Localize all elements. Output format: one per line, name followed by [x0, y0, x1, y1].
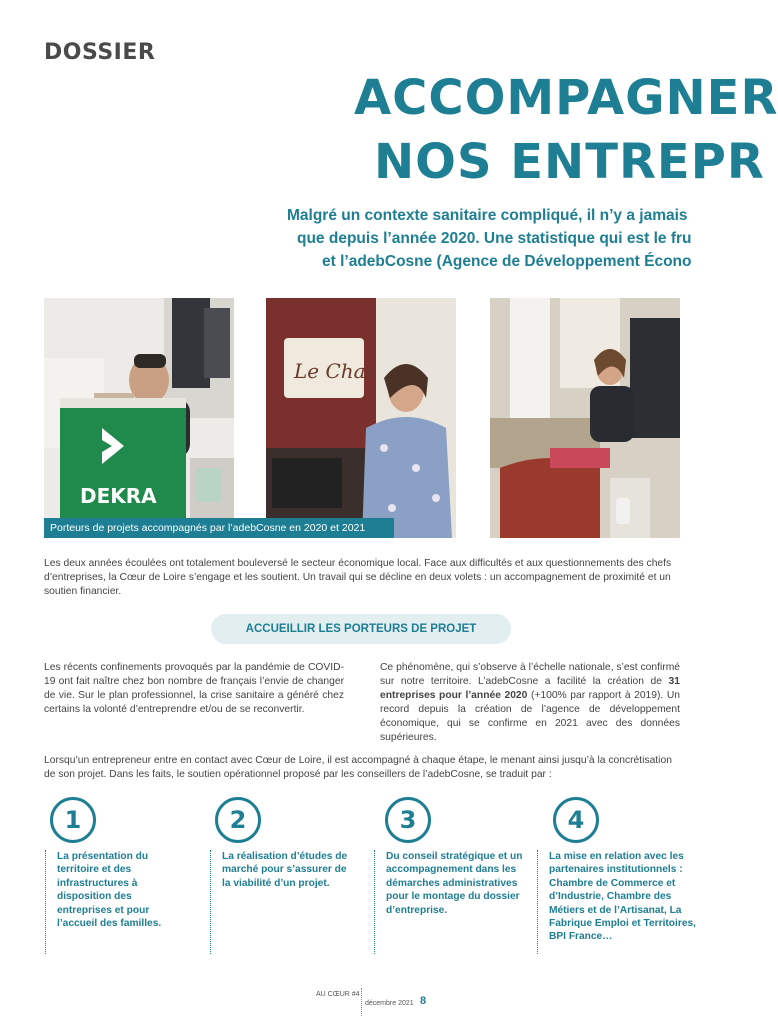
intro-paragraph: Les deux années écoulées ont totalement bouleversé le secteur économique local. Face aux difficultés et aux questionnements des chefs d’entreprises, la Cœur de Loire s’engage et les soutient. Un travail qui se décline en deux volets : un accompagnement de proximité et un soutien financier. — [44, 558, 672, 597]
le-chai-sign-text: Le Chai — [294, 359, 372, 383]
page-title-line-2: NOS ENTREPR — [374, 134, 765, 190]
photo-workshop — [490, 298, 680, 538]
section-label: DOSSIER — [44, 40, 156, 65]
col2-text-after: (+100% par rapport à 2019). Un record depuis la création de l’agence de développement économique, qui se confirme en 2021 avec des données supérieures. — [380, 690, 680, 743]
step-text-4: La mise en relation avec les partenaires institutionnels : Chambre de Commerce et d’Industrie, Chambre des Métiers et de l’Artisanat, La Fabrique Emploi et Territoires, BPI France… — [537, 850, 709, 954]
page-title-line-1: ACCOMPAGNER — [354, 70, 778, 126]
intro-line-2: que depuis l’année 2020. Une statistique qui est le fru — [297, 230, 692, 247]
process-intro-paragraph: Lorsqu’un entrepreneur entre en contact avec Cœur de Loire, il est accompagné à chaque étape, le menant ainsi jusqu’à la concrétisation de son projet. Dans les faits, le soutien opérationnel proposé par les conseillers de l’adebCosne, se traduit par : — [44, 755, 672, 780]
photo-wine-shop-image — [266, 298, 456, 538]
dekra-sign-text: DEKRA — [80, 484, 157, 508]
section-subheading: ACCUEILLIR LES PORTEURS DE PROJET — [211, 614, 511, 644]
intro-line-3: et l’adebCosne (Agence de Développement Écono — [322, 253, 692, 270]
photo-office-image — [44, 298, 234, 538]
step-number-2: 2 — [215, 797, 261, 843]
column-left-paragraph: Les récents confinements provoqués par la pandémie de COVID-19 ont fait naître chez bon nombre de français l’envie de changer de vie. Sur le plan professionnel, la crise sanitaire a généré chez certains la volonté d’entreprendre et/ou de se reconvertir. — [44, 662, 344, 715]
footer-magazine: AU CŒUR #4 — [316, 991, 360, 998]
step-text-1: La présentation du territoire et des infrastructures à disposition des entreprises et pour l’accueil des familles. — [45, 850, 177, 954]
column-right-paragraph — [380, 661, 680, 745]
col2-text-before: Ce phénomène, qui s’observe à l’échelle nationale, s’est confirmé sur notre territoire. L’adebCosne a facilité la création de — [380, 662, 680, 687]
intro-line-1: Malgré un contexte sanitaire compliqué, il n’y a jamais — [287, 207, 688, 224]
step-number-4: 4 — [553, 797, 599, 843]
photo-caption: Porteurs de projets accompagnés par l’adebCosne en 2020 et 2021 — [44, 518, 394, 538]
footer-date: décembre 2021 — [365, 1000, 414, 1007]
step-text-2: La réalisation d’études de marché pour s’assurer de la viabilité d’un projet. — [210, 850, 352, 954]
step-number-3: 3 — [385, 797, 431, 843]
col2-highlight: 31 entreprises pour l’année 2020 — [380, 676, 680, 701]
step-number-1: 1 — [50, 797, 96, 843]
photo-office — [44, 298, 234, 538]
step-text-3: Du conseil stratégique et un accompagnement dans les démarches administratives pour le montage du dossier d’entreprise. — [374, 850, 526, 954]
photo-workshop-image — [490, 298, 680, 538]
footer-page-number: 8 — [420, 995, 427, 1007]
photo-wine-shop — [266, 298, 456, 538]
footer-divider — [361, 988, 362, 1016]
